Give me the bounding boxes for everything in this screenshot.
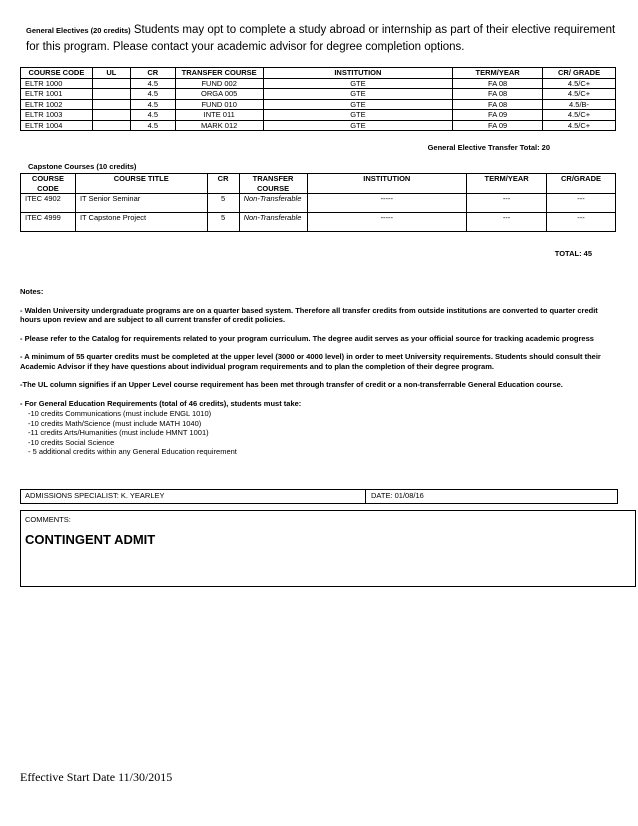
col-cr-grade: CR/ GRADE: [543, 68, 616, 79]
cell: [92, 78, 130, 89]
capstone-title: Capstone Courses (10 credits): [28, 162, 137, 171]
note-catalog: - Please refer to the Catalog for requirements related to your program curriculum. The degree audit serves as your official source for tracking academic progress: [20, 333, 594, 343]
cell: [92, 120, 130, 131]
electives-description: Students may opt to complete a study abroad or internship as part of their elective requirement for this program. Please contact your academic advisor for degree completion options.: [26, 24, 616, 53]
cell: Non-Transferable: [239, 213, 307, 232]
cell: INTE 011: [175, 110, 263, 121]
table-row: [21, 194, 616, 213]
elective-transfer-total: General Elective Transfer Total: 20: [427, 143, 550, 152]
cell: ---: [547, 194, 616, 213]
admissions-specialist: ADMISSIONS SPECIALIST: K. YEARLEY: [25, 491, 165, 500]
notes-section: [20, 287, 620, 457]
col-transfer-course: TRANSFER COURSE: [239, 174, 307, 194]
col-transfer-course: TRANSFER COURSE: [175, 68, 263, 79]
note-gen-ed: - For General Education Requirements (total of 46 credits), students must take:: [20, 398, 302, 408]
gen-ed-item: -10 credits Social Science: [28, 437, 115, 447]
gen-ed-item: -10 credits Math/Science (must include MATH 1040): [28, 418, 202, 428]
note-quarter-system: - Walden University undergraduate programs are on a quarter based system. Therefore all transfer credits from outside institutions are converted to quarter credit hours upon review and are subject to all current transfer of credit policies.: [20, 305, 598, 324]
col-cr-grade: CR/GRADE: [547, 174, 616, 194]
capstone-table: [20, 173, 616, 232]
admissions-date: DATE: 01/08/16: [371, 491, 424, 500]
cell: 4.5: [130, 89, 175, 100]
cell: ---: [547, 213, 616, 232]
col-course-title: COURSE TITLE: [75, 174, 207, 194]
table-row: [21, 89, 616, 100]
cell: 4.5/C+: [543, 89, 616, 100]
cell: Non-Transferable: [239, 194, 307, 213]
table-header-row: [21, 68, 616, 79]
cell: ELTR 1002: [21, 99, 93, 110]
col-course-code: COURSE CODE: [21, 68, 93, 79]
cell: 4.5/C+: [543, 110, 616, 121]
table-row: [21, 78, 616, 89]
cell: [92, 99, 130, 110]
col-term-year: TERM/YEAR: [453, 68, 543, 79]
cell: FA 08: [453, 99, 543, 110]
cell: GTE: [263, 78, 453, 89]
note-upper-level: - A minimum of 55 quarter credits must be completed at the upper level (3000 or 4000 level) in order to meet University requirements. Students should consult their Academic Advisor if they have questions about individual program requirements and to plan the completion of their degree program.: [20, 352, 601, 371]
gen-ed-item: -10 credits Communications (must include ENGL 1010): [28, 409, 212, 418]
comments-box: [20, 510, 636, 587]
table-row: [21, 99, 616, 110]
cell: FA 08: [453, 78, 543, 89]
cell: 4.5: [130, 110, 175, 121]
grand-total: TOTAL: 45: [554, 249, 592, 258]
col-institution: INSTITUTION: [307, 174, 467, 194]
cell: GTE: [263, 89, 453, 100]
cell: ITEC 4902: [21, 194, 76, 213]
cell: 4.5: [130, 120, 175, 131]
cell: FUND 010: [175, 99, 263, 110]
cell: 4.5/B-: [543, 99, 616, 110]
col-course-code: COURSE CODE: [21, 174, 76, 194]
cell: MARK 012: [175, 120, 263, 131]
cell: ELTR 1001: [21, 89, 93, 100]
cell: ELTR 1003: [21, 110, 93, 121]
cell: [92, 110, 130, 121]
cell: FA 09: [453, 110, 543, 121]
electives-label: General Electives (20 credits): [26, 26, 131, 35]
col-term-year: TERM/YEAR: [467, 174, 547, 194]
col-cr: CR: [130, 68, 175, 79]
cell: ELTR 1000: [21, 78, 93, 89]
cell: ---: [467, 213, 547, 232]
admissions-box: [20, 489, 618, 504]
cell: [92, 89, 130, 100]
electives-intro: [26, 22, 616, 55]
cell: IT Capstone Project: [75, 213, 207, 232]
cell: ---: [467, 194, 547, 213]
table-header-row: [21, 174, 616, 194]
table-row: [21, 110, 616, 121]
table-row: [21, 120, 616, 131]
cell: 5: [207, 213, 239, 232]
cell: ELTR 1004: [21, 120, 93, 131]
cell: 5: [207, 194, 239, 213]
cell: 4.5: [130, 99, 175, 110]
cell: 4.5: [130, 78, 175, 89]
table-row: [21, 213, 616, 232]
cell: GTE: [263, 99, 453, 110]
cell: IT Senior Seminar: [75, 194, 207, 213]
cell: 4.5/C+: [543, 78, 616, 89]
gen-ed-item: -11 credits Arts/Humanities (must include HMNT 1001): [28, 428, 209, 437]
cell: FA 09: [453, 120, 543, 131]
cell: FA 08: [453, 89, 543, 100]
comments-text: CONTINGENT ADMIT: [25, 532, 156, 547]
cell: GTE: [263, 120, 453, 131]
electives-table: [20, 67, 616, 131]
col-cr: CR: [207, 174, 239, 194]
cell: 4.5/C+: [543, 120, 616, 131]
notes-title: Notes:: [20, 287, 44, 296]
cell: GTE: [263, 110, 453, 121]
col-institution: INSTITUTION: [263, 68, 453, 79]
cell: ORGA 005: [175, 89, 263, 100]
col-ul: UL: [92, 68, 130, 79]
divider: [365, 490, 366, 503]
gen-ed-item: - 5 additional credits within any General Education requirement: [28, 447, 237, 456]
effective-start-date: Effective Start Date 11/30/2015: [20, 770, 173, 784]
note-ul-column: -The UL column signifies if an Upper Level course requirement has been met through transfer of credit or a non-transferrable General Education course.: [20, 380, 563, 389]
cell: ITEC 4999: [21, 213, 76, 232]
cell: -----: [307, 213, 467, 232]
cell: FUND 002: [175, 78, 263, 89]
comments-label: COMMENTS:: [25, 515, 71, 524]
cell: -----: [307, 194, 467, 213]
